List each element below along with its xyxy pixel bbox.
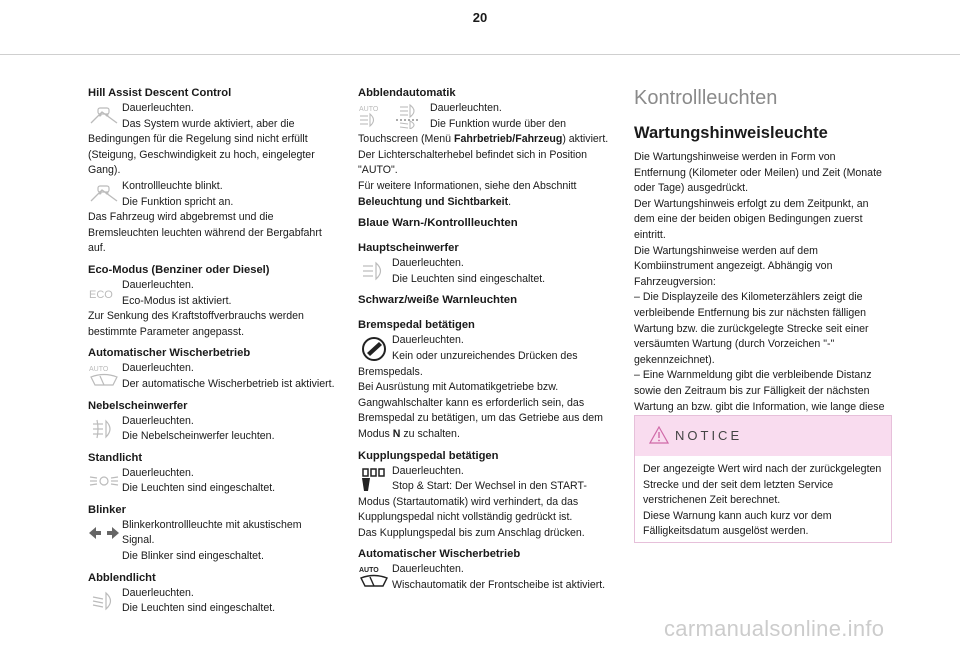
entry-hill-steady	[88, 101, 336, 179]
text-wiper-active: Der automatische Wischerbetrieb ist aktiviert.	[122, 377, 335, 390]
text-lights-on: Die Leuchten sind eingeschaltet.	[122, 602, 276, 615]
heading-auto-wiper: Automatischer Wischerbetrieb	[358, 548, 521, 561]
text-eco-active: Eco-Modus ist aktiviert.	[122, 294, 232, 307]
notice-text-2: Diese Warnung kann auch kurz vor dem Fälligkeitsdatum ausgelöst werden.	[643, 509, 832, 538]
text-conditions: Bedingungen für die Regelung sind nicht erfüllt (Steigung, Geschwindigkeit zu hoch, eingelegter Gang).	[88, 133, 315, 177]
text-steady: Dauerleuchten.	[122, 586, 194, 599]
hill-descent-icon	[88, 103, 120, 129]
heading-auto-dipping: Abblendautomatik	[358, 87, 456, 99]
notice-title: NOTICE	[675, 428, 743, 443]
turn-signal-icon	[88, 520, 120, 546]
text-steady: Dauerleuchten.	[392, 563, 464, 576]
header-divider	[0, 54, 960, 55]
side-light-icon	[88, 468, 120, 494]
entry-side-lights	[88, 466, 336, 497]
heading-black-white-lights: Schwarz/weiße Warnleuchten	[358, 294, 518, 307]
text-steady: Dauerleuchten.	[392, 257, 464, 270]
eco-icon-text: ECO	[89, 288, 113, 301]
column-right	[634, 86, 890, 431]
text-fog-on: Die Nebelscheinwerfer leuchten.	[122, 430, 275, 443]
heading-fog-lights: Nebelscheinwerfer	[88, 399, 188, 412]
eco-icon	[88, 280, 120, 306]
entry-indicators	[88, 518, 336, 565]
paragraph-5: – Eine Warnmeldung gibt die verbleibende Distanz sowie den Zeitraum bis zur Fälligkeit der nächsten Wartung an bzw. gibt die Information, wie lange diese	[634, 369, 885, 413]
text-steady: Dauerleuchten.	[122, 278, 194, 291]
column-left	[88, 86, 336, 617]
text-steady: Dauerleuchten.	[122, 362, 194, 375]
text-lights-on: Die Leuchten sind eingeschaltet.	[122, 482, 276, 495]
text-steady: Dauerleuchten.	[392, 464, 464, 477]
entry-brake	[358, 333, 610, 442]
text-press-to-stop: Das Kupplungspedal bis zum Anschlag drücken.	[358, 526, 585, 539]
text-section-reference: Beleuchtung und Sichtbarkeit.	[358, 195, 512, 208]
entry-low-beam	[88, 586, 336, 617]
column-middle	[358, 86, 610, 594]
text-flashing: Kontrollleuchte blinkt.	[122, 179, 223, 192]
text-indicators-on: Die Blinker sind eingeschaltet.	[122, 550, 264, 563]
warning-triangle-icon	[649, 426, 669, 444]
entry-main-beam	[358, 256, 610, 287]
notice-box	[634, 415, 892, 543]
notice-body	[635, 456, 891, 546]
text-lights-on: Die Leuchten sind eingeschaltet.	[392, 272, 546, 285]
text-switch-position: Der Lichterschalterhebel befindet sich in Position "AUTO".	[358, 148, 588, 177]
heading-blue-lights: Blaue Warn-/Kontrollleuchten	[358, 217, 518, 230]
entry-eco	[88, 278, 336, 340]
entry-hill-flashing	[88, 179, 336, 257]
heading-press-clutch: Kupplungspedal betätigen	[358, 449, 499, 462]
entry-clutch	[358, 464, 610, 542]
auto-icon-text: AUTO	[359, 567, 379, 575]
heading-main-beam: Hauptscheinwerfer	[358, 242, 459, 255]
text-touchscreen: Touchscreen (Menü Fahrbetrieb/Fahrzeug) aktiviert.	[358, 133, 609, 146]
text-steady: Dauerleuchten.	[122, 414, 194, 427]
heading-press-brake: Bremspedal betätigen	[358, 319, 475, 332]
low-beam-icon	[88, 588, 120, 614]
page-number: 20	[472, 10, 488, 25]
auto-wiper-icon	[88, 363, 120, 389]
entry-auto-wiper	[358, 562, 610, 593]
text-steady: Dauerleuchten.	[430, 102, 502, 114]
text-more-info: Für weitere Informationen, siehe den Abschnitt	[358, 179, 577, 192]
text-system-active: Das System wurde aktiviert, aber die	[122, 117, 295, 130]
heading-low-beam: Abblendlicht	[88, 571, 156, 584]
text-braking: Das Fahrzeug wird abgebremst und die Bremsleuchten leuchten während der Bergabfahrt auf.	[88, 211, 322, 255]
heading-side-lights: Standlicht	[88, 451, 143, 464]
entry-fog	[88, 414, 336, 445]
main-beam-icon	[358, 258, 390, 284]
heading-service-indicator: Wartungshinweisleuchte	[634, 124, 828, 142]
section-title: Kontrollleuchten	[634, 87, 778, 109]
paragraph-2: Der Wartungshinweis erfolgt zu dem Zeitpunkt, an dem eine der beiden obigen Bedingungen zuerst eintritt.	[634, 197, 869, 241]
fog-light-icon	[88, 416, 120, 442]
notice-text-1: Der angezeigte Wert wird nach der zurückgelegten Strecke und der seit dem letzten Service verstrichenen Zeit berechnet.	[643, 463, 882, 507]
text-eco-desc: Zur Senkung des Kraftstoffverbrauchs werden bestimmte Parameter angepasst.	[88, 310, 304, 338]
auto-wiper-icon	[358, 564, 390, 590]
entry-auto-wiper	[88, 361, 336, 392]
auto-high-beam-icon	[358, 103, 428, 129]
text-indicator-signal: Blinkerkontrollleuchte mit akustischem Signal.	[122, 518, 302, 547]
text-steady: Dauerleuchten.	[122, 466, 194, 479]
heading-eco-mode: Eco-Modus (Benziner oder Diesel)	[88, 263, 270, 276]
text-start-prevented: Modus (Startautomatik) wird verhindert, da das Kupplungspedal nicht vollständig gedrückt ist.	[358, 495, 579, 524]
brake-pedal-icon	[358, 335, 390, 361]
text-brake-pedal: Bremspedals.	[358, 365, 423, 378]
hill-descent-icon	[88, 181, 120, 207]
text-insufficient-press: Kein oder unzureichendes Drücken des	[392, 349, 578, 362]
text-function-activated: Die Funktion wurde über den	[430, 117, 567, 130]
auto-icon-text: AUTO	[89, 366, 109, 374]
clutch-pedal-icon	[358, 466, 390, 492]
text-gearbox-note: Bei Ausrüstung mit Automatikgetriebe bzw. Gangwahlschalter kann es erforderlich sein, das Bremspedal zu betätigen, um das Getriebe aus dem Modus N zu schalten.	[358, 381, 603, 440]
heading-hill-assist: Hill Assist Descent Control	[88, 87, 232, 99]
text-wiper-active: Wischautomatik der Frontscheibe ist aktiviert.	[392, 579, 606, 592]
text-function-responds: Die Funktion spricht an.	[122, 195, 234, 208]
entry-auto-dipping	[358, 101, 610, 210]
heading-auto-wiper: Automatischer Wischerbetrieb	[88, 347, 251, 360]
paragraph-3: Die Wartungshinweise werden auf dem Kombiinstrument angezeigt. Abhängig von Fahrzeugversion:	[634, 244, 833, 288]
text-steady: Dauerleuchten.	[122, 102, 194, 114]
paragraph-4: – Die Displayzeile des Kilometerzählers zeigt die verbleibende Entfernung bis zur nächsten fälligen Wartung bzw. die zurückgelegte Strecke seit einer versäumten Wartung (durch Vorzeichen "-" gekennzeichnet).	[634, 291, 869, 366]
auto-icon-text: AUTO	[359, 106, 379, 113]
heading-indicators: Blinker	[88, 503, 126, 516]
watermark: carmanualsonline.info	[664, 616, 885, 641]
paragraph-1: Die Wartungshinweise werden in Form von Entfernung (Kilometer oder Meilen) und Zeit (Monate oder Tage) ausgedrückt.	[634, 151, 882, 195]
notice-header	[635, 416, 891, 456]
text-stop-start: Stop & Start: Der Wechsel in den START-	[392, 480, 587, 493]
text-steady: Dauerleuchten.	[392, 334, 464, 347]
